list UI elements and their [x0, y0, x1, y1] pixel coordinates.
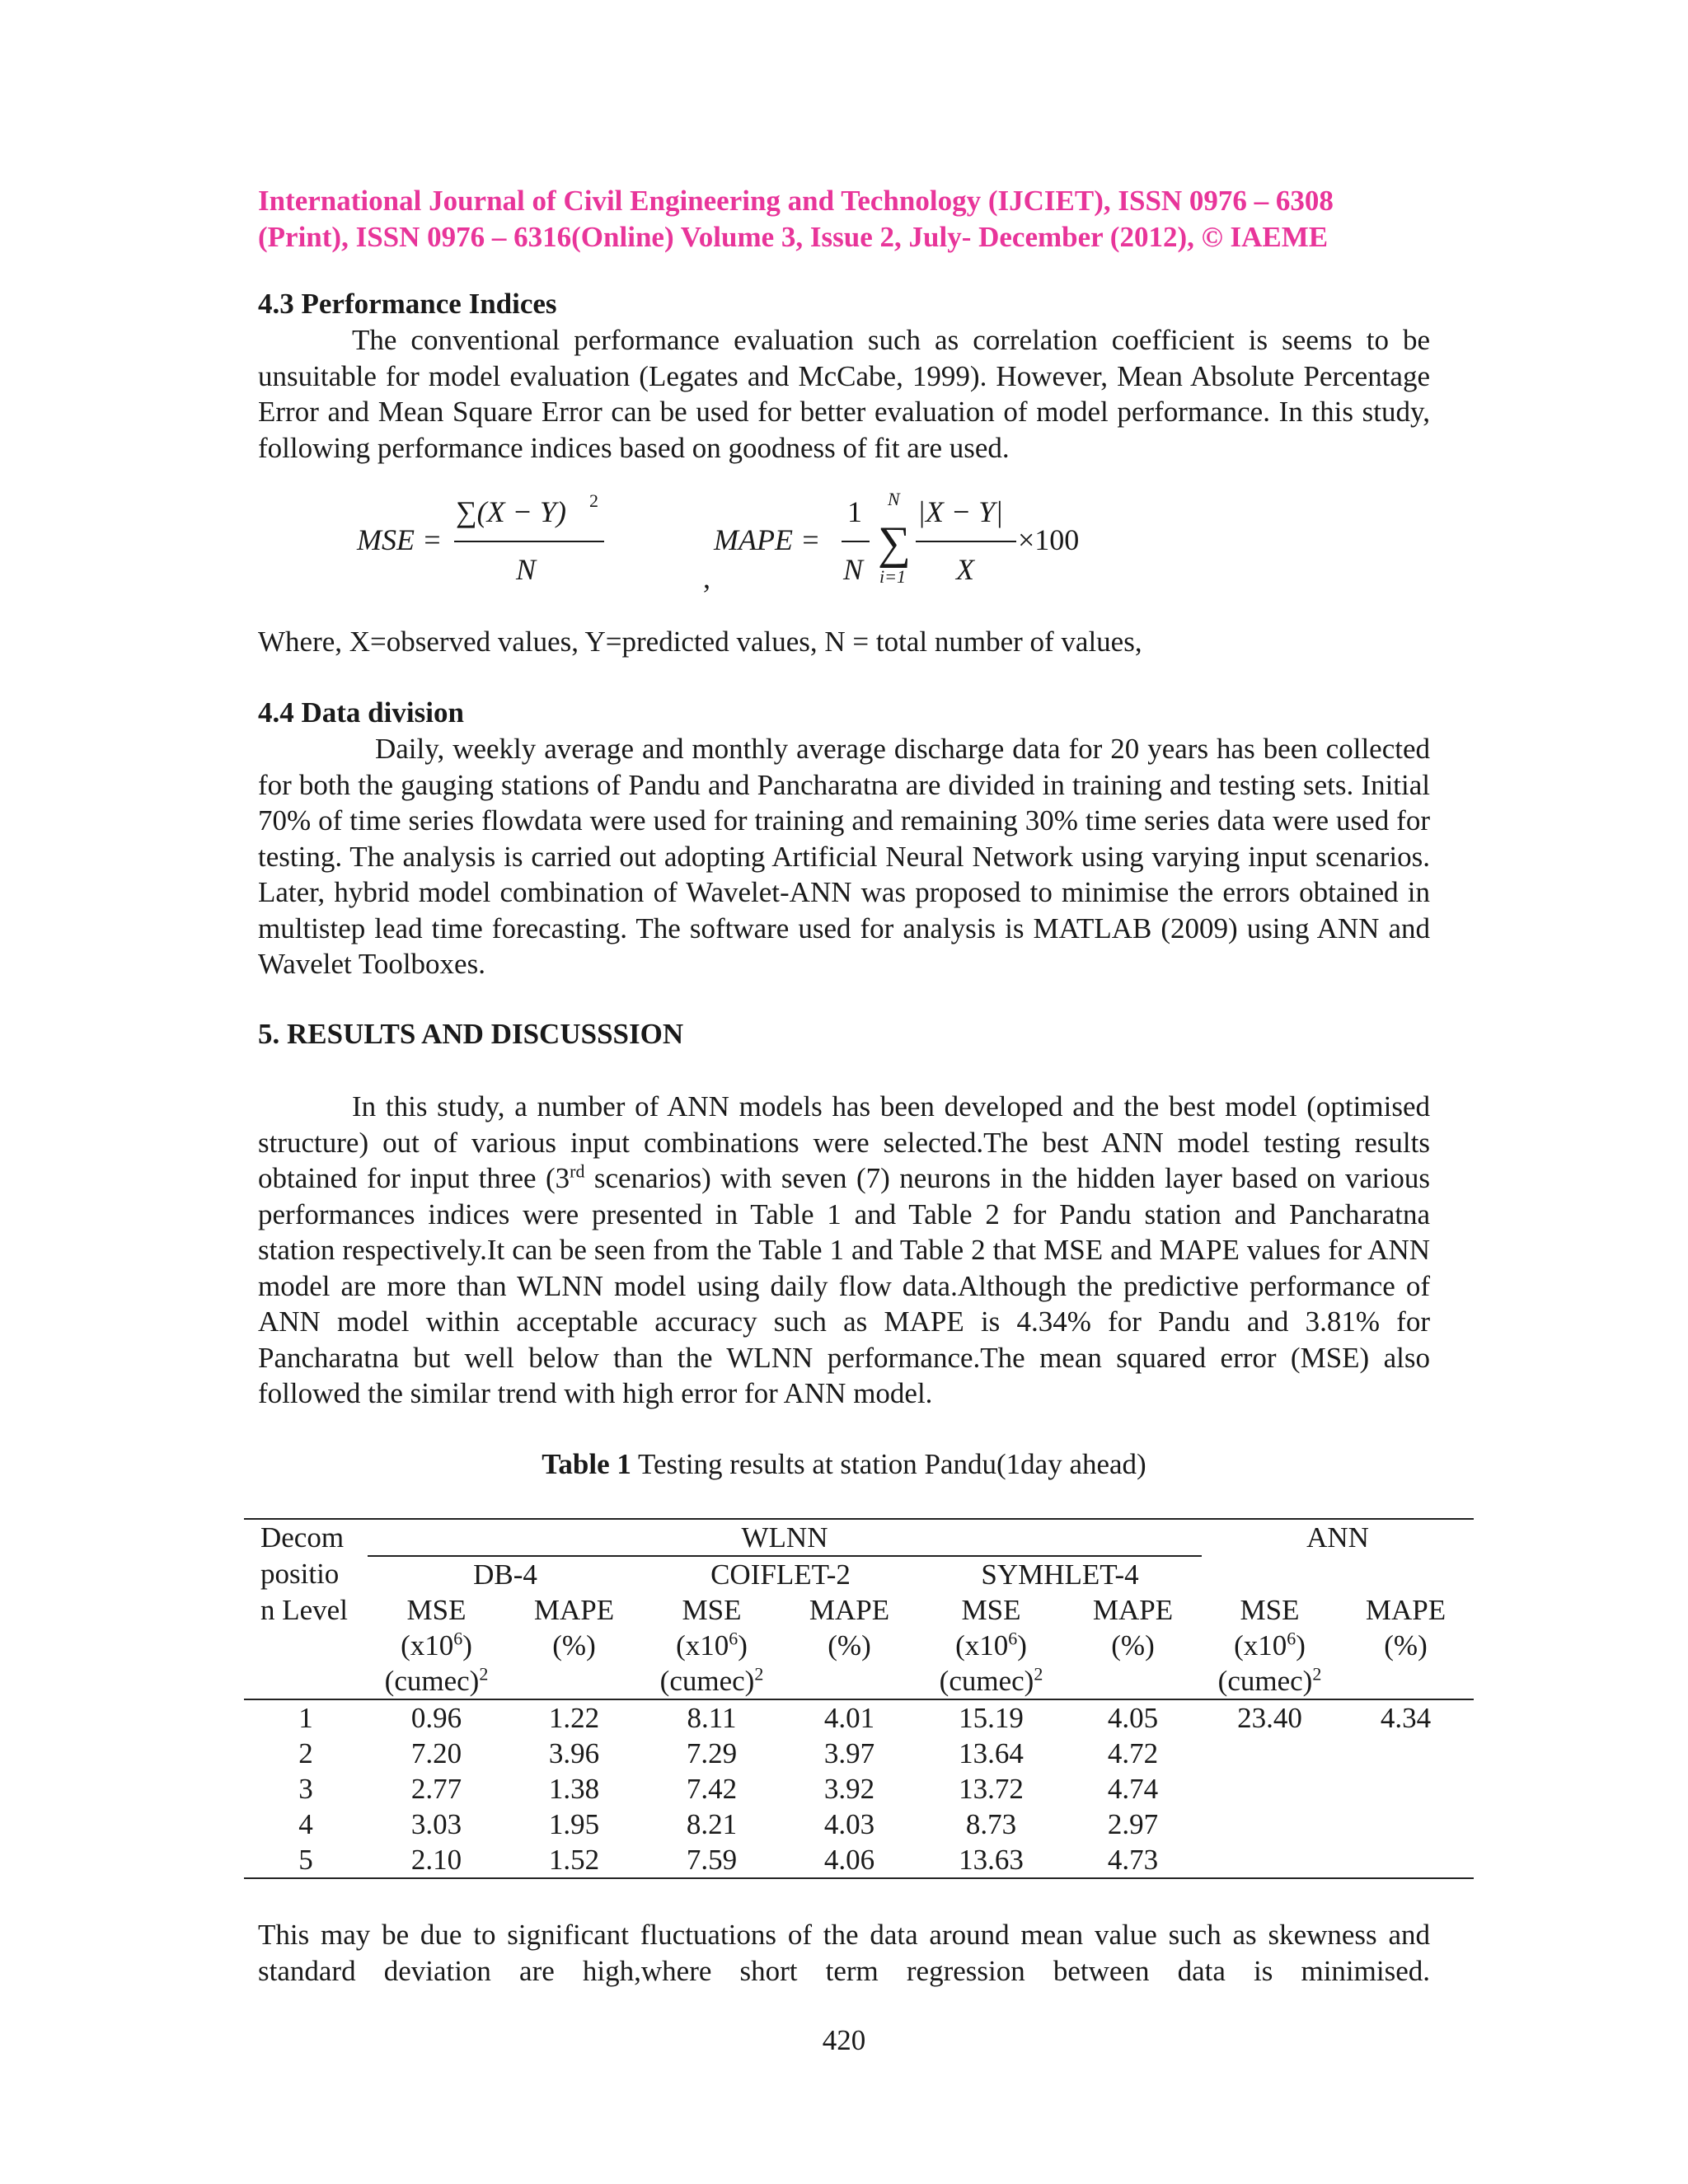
table-cell-db4-mape: 1.38: [548, 1773, 600, 1805]
table-row: [244, 1842, 1474, 1878]
mse-unit: $(x10^6)$: [1234, 1628, 1306, 1661]
section-heading-4-3: 4.3 Performance Indices: [258, 288, 557, 320]
formula-svg: [258, 482, 1430, 594]
mape-unit: (%): [1111, 1629, 1155, 1661]
table-cell-db4-mse: 2.10: [368, 1842, 505, 1878]
table-cell-sym-mape: 4.73: [1064, 1842, 1202, 1878]
section-4-4-text: Daily, weekly average and monthly average discharge data for 20 years has been collected for both the gauging stations of Pandu and Pancharatna are divided in training and testing sets. Initial 70% of time series flowdata were used for training and remaining 30% time series data were used for testing. The analysis is carried out adopting Artificial Neural Network using varying input scenarios. Later, hybrid model combination of Wavelet-ANN was proposed to minimise the errors obtained in multistep lead time forecasting. The software used for analysis is MATLAB (2009) using ANN and Wavelet Toolboxes.: [258, 733, 1430, 980]
table-cell-sym-mape: 4.05: [1107, 1702, 1159, 1734]
section-heading-4-4: 4.4 Data division: [258, 696, 464, 729]
table-cell-sym-mse: 8.73: [965, 1808, 1017, 1840]
table-cell-db4-mape: 1.22: [548, 1702, 600, 1734]
mse-header: MSE: [1240, 1594, 1300, 1626]
table-cell-level: 2: [298, 1737, 313, 1769]
table-cell-ann-mse: [1202, 1736, 1338, 1771]
table-1: [244, 1518, 1474, 1879]
mse-denominator: N: [516, 553, 537, 586]
mape-denominator: X: [956, 553, 974, 586]
table-cell-coif-mse: 7.29: [686, 1737, 738, 1769]
table-cell-db4-mse: 3.03: [410, 1808, 462, 1840]
mse-lhs: MSE =: [357, 523, 443, 556]
table-row: [244, 1736, 1474, 1771]
mse-numerator: ∑(X − Y): [456, 495, 566, 528]
table-cell-level: 1: [298, 1702, 313, 1734]
table-cell-sym-mape: 4.72: [1107, 1737, 1159, 1769]
table-cell-db4-mse: 0.96: [410, 1702, 462, 1734]
mse-exponent: 2: [589, 490, 598, 511]
mse-unit: $(x10^6)$: [401, 1628, 472, 1661]
table-cell-coif-mape: 4.06: [781, 1842, 918, 1878]
journal-header-line-2: (Print), ISSN 0976 – 6316(Online) Volume 3, Issue 2, July- December (2012), © IAEME: [258, 221, 1329, 253]
table-1-body: [244, 1699, 1474, 1878]
section-4-4-paragraph: [258, 731, 1430, 982]
table-cell-db4-mape: 1.52: [505, 1842, 643, 1878]
section-5-text-part-1: In this study, a number of ANN models has been developed and the best model (optimised structure) out of various input combinations were selected.The best ANN model testing results obtained for input three (3: [258, 1090, 1430, 1194]
mape-tail: ×100: [1018, 523, 1080, 556]
section-heading-5: 5. RESULTS AND DISCUSSSION: [258, 1018, 684, 1050]
formula-separator: ,: [703, 561, 710, 594]
mape-header: MAPE: [1365, 1594, 1447, 1626]
page-number: 420: [822, 2024, 866, 2056]
ordinal-superscript: rd: [570, 1160, 585, 1182]
table-cell-coif-mse: 8.21: [686, 1808, 738, 1840]
table-cell-level: 4: [298, 1808, 313, 1840]
sub-db4: DB-4: [473, 1558, 537, 1591]
table-row: [244, 1807, 1474, 1842]
table-1-caption-text: Testing results at station Pandu(1day ahead): [631, 1448, 1146, 1480]
table-cell-ann-mse: 23.40: [1237, 1702, 1302, 1734]
mape-header: MAPE: [533, 1594, 615, 1626]
table-cell-level: 5: [244, 1842, 368, 1878]
table-1-caption-label: Table 1: [542, 1448, 631, 1480]
table-cell-level: 3: [298, 1773, 313, 1805]
section-5-text-part-2: scenarios) with seven (7) neurons in the hidden layer based on various performances indices were presented in Table 1 and Table 2 for Pandu station and Pancharatna station respectively.It can be seen from the Table 1 and Table 2 that MSE and MAPE values for ANN model are more than WLNN model using daily flow data.Although the predictive performance of ANN model within acceptable accuracy such as MAPE is 4.34% for Pandu and 3.81% for Pancharatna but well below than the WLNN performance.The mean squared error (MSE) also followed the similar trend with high error for ANN model.: [258, 1162, 1430, 1409]
sum-sign: ∑: [878, 518, 911, 569]
table-header-row-2: [244, 1556, 1474, 1592]
mse-unit-cumec: (cumec)$^2$: [643, 1663, 781, 1699]
row-header-line-1: Decom: [244, 1519, 368, 1556]
section-4-3-text: The conventional performance evaluation such as correlation coefficient is seems to be unsuitable for model evaluation (Legates and McCabe, 1999). However, Mean Absolute Percentage Error and Mean Square Error can be used for better evaluation of model performance. In this study, following performance indices based on goodness of fit are used.: [258, 324, 1430, 464]
performance-formulas: [258, 482, 1430, 594]
table-header-row-3: [244, 1592, 1474, 1628]
table-cell-coif-mape: 3.97: [823, 1737, 875, 1769]
mape-unit: (%): [1384, 1629, 1428, 1661]
mape-numerator: |X − Y|: [917, 495, 1004, 528]
table-cell-sym-mse: 15.19: [959, 1702, 1024, 1734]
table-cell-sym-mape: 2.97: [1107, 1808, 1159, 1840]
mape-header: MAPE: [1092, 1594, 1174, 1626]
table-header-row-5: [244, 1663, 1474, 1699]
table-row: [244, 1699, 1474, 1736]
row-header-line-2: positio: [260, 1558, 340, 1590]
table-header-row-4: [244, 1628, 1474, 1663]
mape-unit: (%): [828, 1629, 871, 1661]
table-cell-coif-mape: 4.01: [823, 1702, 875, 1734]
closing-paragraph: This may be due to significant fluctuations of the data around mean value such as skewness and standard deviation are high,where short term regression between data is minimised.: [258, 1919, 1430, 1987]
table-cell-sym-mape: 4.74: [1107, 1773, 1159, 1805]
mse-unit-cumec: (cumec)$^2$: [368, 1663, 505, 1699]
table-cell-ann-mse: [1202, 1807, 1338, 1842]
table-1-caption: [258, 1446, 1430, 1483]
journal-header-line-1: International Journal of Civil Engineering and Technology (IJCIET), ISSN 0976 – 6308: [258, 185, 1334, 217]
mape-n: N: [843, 553, 864, 586]
section-5-paragraph: [258, 1089, 1430, 1412]
table-cell-sym-mse: 13.72: [959, 1773, 1024, 1805]
mape-header: MAPE: [809, 1594, 890, 1626]
table-cell-sym-mse: 13.64: [959, 1737, 1024, 1769]
mse-unit: $(x10^6)$: [676, 1628, 748, 1661]
mape-unit: (%): [552, 1629, 596, 1661]
mse-header: MSE: [406, 1594, 467, 1626]
table-cell-ann-mape: [1338, 1842, 1474, 1878]
mse-unit-cumec: (cumec)$^2$: [1202, 1663, 1338, 1699]
table-cell-ann-mse: [1202, 1771, 1338, 1807]
sub-symhlet: SYMHLET-4: [981, 1558, 1139, 1591]
table-cell-ann-mape: [1338, 1771, 1474, 1807]
journal-header: [258, 183, 1428, 255]
table-cell-sym-mse: 13.63: [918, 1842, 1064, 1878]
sub-coiflet: COIFLET-2: [710, 1558, 851, 1591]
mape-one: 1: [847, 495, 862, 528]
table-cell-coif-mse: 7.59: [643, 1842, 781, 1878]
mse-unit: $(x10^6)$: [955, 1628, 1027, 1661]
group-wlnn: WLNN: [368, 1519, 1202, 1556]
sum-upper: N: [888, 489, 900, 509]
table-cell-coif-mse: 8.11: [687, 1702, 737, 1734]
mse-unit-cumec: (cumec)$^2$: [918, 1663, 1064, 1699]
table-cell-ann-mse: [1202, 1842, 1338, 1878]
table-cell-ann-mape: [1338, 1807, 1474, 1842]
table-header-row-1: [244, 1519, 1474, 1556]
table-cell-coif-mse: 7.42: [686, 1773, 738, 1805]
row-header-line-3: n Level: [260, 1594, 348, 1626]
mape-lhs: MAPE =: [714, 523, 821, 556]
table-cell-coif-mape: 3.92: [823, 1773, 875, 1805]
table-cell-ann-mape: [1338, 1736, 1474, 1771]
table-row: [244, 1771, 1474, 1807]
table-cell-db4-mse: 2.77: [410, 1773, 462, 1805]
table-cell-db4-mape: 1.95: [548, 1808, 600, 1840]
table-cell-db4-mape: 3.96: [548, 1737, 600, 1769]
section-4-3-paragraph: [258, 322, 1430, 466]
table-cell-ann-mape: 4.34: [1380, 1702, 1432, 1734]
where-line: Where, X=observed values, Y=predicted values, N = total number of values,: [258, 626, 1142, 658]
table-cell-db4-mse: 7.20: [410, 1737, 462, 1769]
sum-lower: i=1: [879, 566, 906, 587]
mse-header: MSE: [961, 1594, 1021, 1626]
mse-header: MSE: [682, 1594, 742, 1626]
table-cell-coif-mape: 4.03: [823, 1808, 875, 1840]
group-ann: ANN: [1202, 1519, 1474, 1556]
